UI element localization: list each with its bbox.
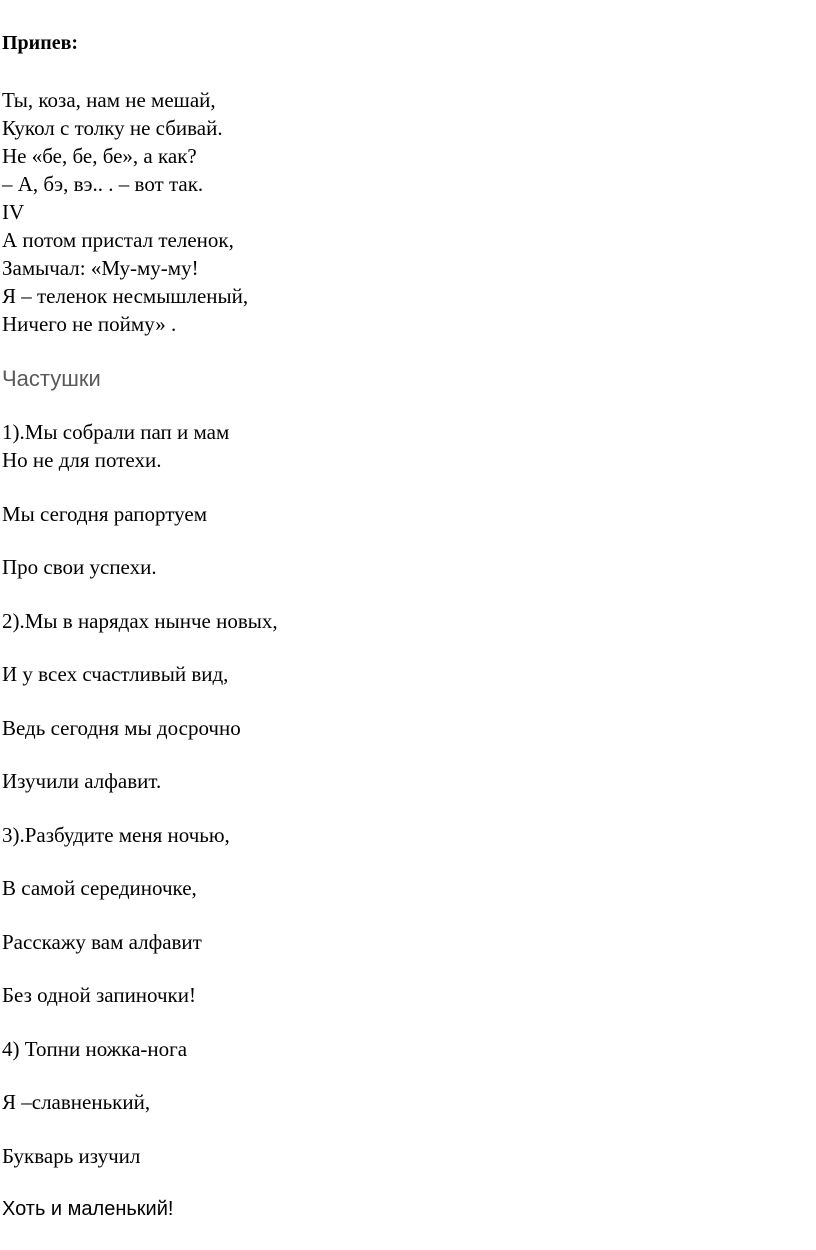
chastushka-line: Ведь сегодня мы досрочно xyxy=(2,716,241,740)
chorus-line: Ничего не пойму» . xyxy=(2,312,177,336)
section-title: Частушки xyxy=(2,366,101,391)
chorus-line: Кукол с толку не сбивай. xyxy=(2,116,223,140)
chastushka-line: Про свои успехи. xyxy=(2,555,157,579)
chastushka-line: 3).Разбудите меня ночью, xyxy=(2,823,230,847)
chastushka-line: Мы сегодня рапортуем xyxy=(2,502,207,526)
chastushka-line: Хоть и маленький! xyxy=(2,1198,174,1220)
chastushka-line: В самой серединочке, xyxy=(2,876,197,900)
chorus-label: Припев: xyxy=(2,32,79,54)
chorus-line: – А, бэ, вэ.. . – вот так. xyxy=(2,172,204,196)
chastushka-line: 2).Мы в нарядах нынче новых, xyxy=(2,609,278,633)
chastushka-line: 4) Топни ножка-нога xyxy=(2,1037,188,1061)
chastushka-line: Расскажу вам алфавит xyxy=(2,930,202,954)
chastushka-line: Без одной запиночки! xyxy=(2,983,196,1007)
chastushka-line: 1).Мы собрали пап и мам xyxy=(2,420,230,444)
chorus-line: Замычал: «Му-му-му! xyxy=(2,256,199,280)
chorus-line: Я – теленок несмышленый, xyxy=(2,284,249,308)
chorus-line: А потом пристал теленок, xyxy=(2,228,234,252)
chorus-line: Ты, коза, нам не мешай, xyxy=(2,88,216,112)
chorus-line: IV xyxy=(2,200,25,224)
chastushka-line: Но не для потехи. xyxy=(2,448,162,472)
chastushka-line: Я –славненький, xyxy=(2,1090,151,1114)
chastushka-line: Изучили алфавит. xyxy=(2,769,162,793)
chastushka-line: И у всех счастливый вид, xyxy=(2,662,229,686)
chastushka-line: Букварь изучил xyxy=(2,1144,141,1168)
chorus-line: Не «бе, бе, бе», а как? xyxy=(2,144,197,168)
